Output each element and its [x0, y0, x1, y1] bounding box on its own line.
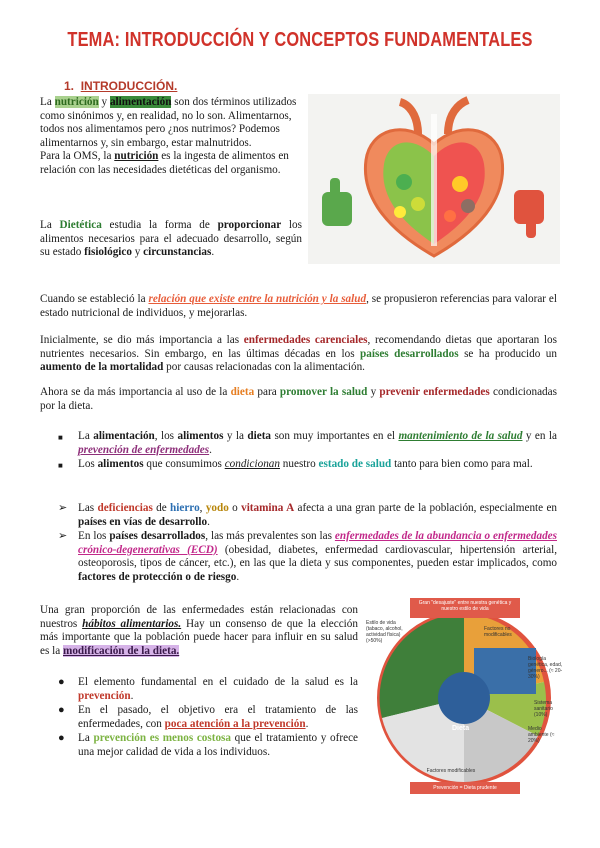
list-item: ■ La alimentación, los alimentos y la dieta son muy importantes en el mantenimiento de la salud y en la prevención de enfermedades.	[58, 430, 557, 456]
thumbs-up-icon	[322, 178, 352, 226]
heart-food-image	[308, 94, 560, 264]
label-no-modificables: Factores no modificables	[484, 626, 512, 638]
thumbs-down-icon	[514, 190, 544, 238]
diagram-footer: Prevención = Dieta prudente	[433, 785, 497, 791]
section-label: INTRODUCCIÓN.	[80, 79, 178, 93]
bullet-list-square	[54, 430, 557, 472]
label-modificables: Factores modificables	[426, 768, 476, 774]
heart-illustration	[308, 94, 560, 264]
list-item: ■ Los alimentos que consumimos condicionan nuestro estado de salud tanto para bien como para mal.	[58, 458, 533, 471]
paragraph-dieta: Ahora se da más importancia al uso de la dieta para promover la salud y prevenir enfermedades condicionadas por la dieta.	[40, 386, 557, 412]
list-item: ➢ En los países desarrollados, las más prevalentes son las enfermedades de la abundancia o enfermedades crónico-degenerativas (ECD) (obesidad, diabetes, enfermedad cardiovascular, hipertensión arterial, osteoporosis, tipos de cáncer, etc.), en las que la dieta y sus componentes, pueden estar implicados, como factores de protección o de riesgo.	[58, 530, 558, 583]
section-heading	[64, 80, 177, 94]
bullet-list-arrow	[54, 502, 557, 585]
paragraph-carenciales: Inicialmente, se dio más importancia a las enfermedades carenciales, recomendando dietas que aportaran los nutrientes necesarios. Sin embargo, en las últimas décadas en los países desarrollados se ha producido un aumento de la mortalidad por causas relacionadas con la alimentación.	[40, 334, 557, 374]
paragraph-relacion: Cuando se estableció la relación que existe entre la nutrición y la salud, se propusieron referencias para valorar el estado nutricional de individuos, y mejorarlas.	[40, 293, 557, 319]
diagram-header: Gran "desajuste" entre nuestra genética y nuestro estilo de vida	[418, 600, 512, 612]
list-item: ● La prevención es menos costosa que el tratamiento y ofrece una mejor calidad de vida a los individuos.	[58, 732, 358, 758]
label-dieta: Dieta	[452, 725, 470, 732]
paragraph-habitos: Una gran proporción de las enfermedades están relacionadas con nuestros hábitos alimentarios. Hay un consenso de que la elección más importante que la población puede hacer para influir en su salud es la modificación de la dieta.	[40, 604, 358, 657]
paragraph-nutricion: La nutrición y alimentación son dos términos utilizados como sinónimos y, en realidad, no lo son. Alimentarnos, todos nos alimentamos pero ¿nos nutrimos? Podemos alimentarnos y, sin embargo, estar malnutridos. Para la OMS, la nutrición es la ingesta de alimentos en relación con las necesidades dietéticas del organismo.	[40, 96, 297, 176]
list-item: ● El elemento fundamental en el cuidado de la salud es la prevención.	[58, 676, 358, 702]
label-biologia: Biología genética, edad, género... (≈ 20-30%)	[528, 656, 563, 680]
paragraph-dietetica: La Dietética estudia la forma de proporcionar los alimentos necesarios para el adecuado desarrollo, según su estado fisiológico y circunstancias.	[40, 219, 302, 259]
list-item: ● En el pasado, el objetivo era el tratamiento de las enfermedades, con poca atención a la prevención.	[58, 704, 358, 730]
label-estilo: Estilo de vida (tabaco, alcohol, actividad física) (>50%)	[366, 620, 403, 644]
label-medio: Medio ambiente (≈ 20%)	[528, 726, 555, 744]
page-title: TEMA: INTRODUCCIÓN Y CONCEPTOS FUNDAMENTALES	[67, 29, 533, 51]
section-number: 1.	[64, 79, 75, 93]
label-sistema: Sistema sanitario (10%)	[534, 700, 553, 718]
bullet-list-dot	[54, 676, 358, 760]
list-item: ➢ Las deficiencias de hierro, yodo o vitamina A afecta a una gran parte de la población, especialmente en países en vías de desarrollo.	[58, 502, 558, 528]
health-diagram	[366, 596, 562, 796]
